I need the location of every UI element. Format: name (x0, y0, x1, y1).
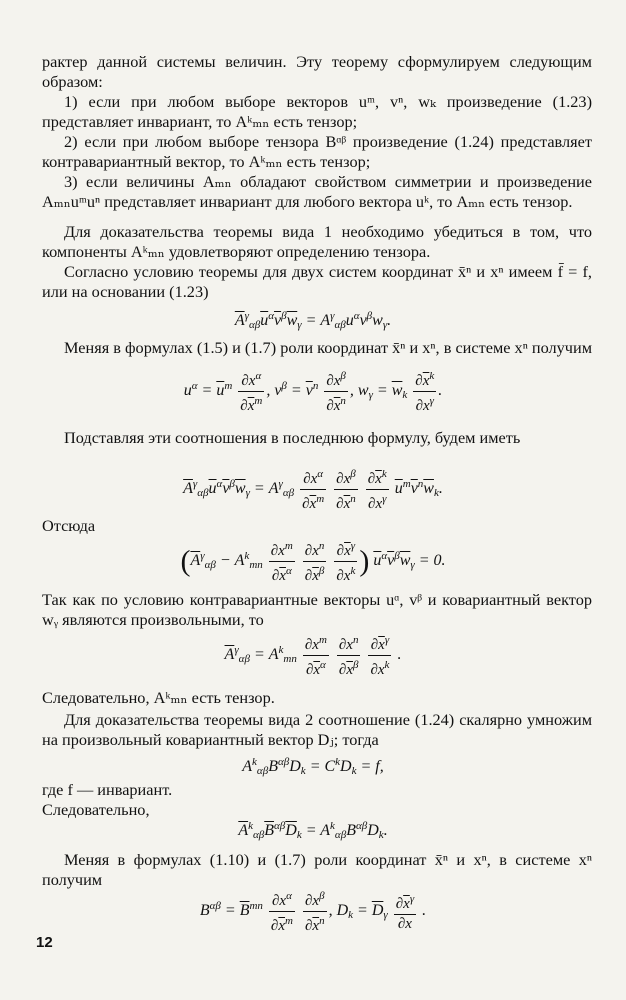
paragraph-therefore: Следовательно, (42, 800, 150, 819)
paragraph-invariant-note: где f — инвариант. (42, 780, 173, 799)
paragraph-condition-2: 2) если при любом выборе тензора Bᵅᵝ произведение (1.24) представляет контравариантный вектор, то Aᵏₘₙ есть тензор; (42, 132, 592, 171)
paragraph-arbitrary-vectors: Так как по условию контравариантные векторы uᵅ, vᵝ и ковариантный вектор wᵧ являются произвольными, то (42, 590, 592, 629)
paragraph-coordinate-swap-2: Меняя в формулах (1.10) и (1.7) роли координат x̄ⁿ и xⁿ, в системе xⁿ получим (42, 850, 592, 889)
paragraph-hence: Отсюда (42, 516, 96, 535)
formula-tensor-law: $\overline{A}^\gamma\alpha\beta = A^kmn$ $\frac{\partial x^m}{\partial\overline{x}^\alpha}$ $\frac{\partial x^n}{\partial\overline{x}^\beta}$ $\frac{\partial\overline{x}^\gamma}{\partial x^k}$ . (224, 634, 402, 678)
formula-substituted: $\overline{A}^\gamma\alpha\beta\overline{u}^\alpha\overline{v}^\beta\overline{w}\gamma = A^\gamma\alpha\beta$ $\frac{\partial x^\alpha}{\partial\overline{x}^m}$ $\frac{\partial x^\beta}{\partial\overline{x}^n}$ $\frac{\partial\overline{x}^k}{\partial x^\gamma}$ $\overline{u}^m\overline{v}^n\overline{w}k$. (183, 468, 443, 512)
formula-scalar-product: $A^k\alpha\beta B^{\alpha\beta}Dk = C^kDk = f$, (242, 756, 384, 777)
formula-transformations: $u^\alpha = \overline{u}^m$ $\frac{\partial x^\alpha}{\partial\overline{x}^m}$ , $v^\beta = \overline{v}^n$ $\frac{\partial x^\beta}{\partial\overline{x}^n}$ , $w\gamma = \overline{w}k$ $\frac{\partial\overline{x}^k}{\partial x^\gamma}$ . (183, 370, 443, 414)
page-number: 12 (36, 934, 53, 951)
paragraph-invariant: Согласно условию теоремы для двух систем координат x̄ⁿ и xⁿ имеем f̄ = f, или на основании (1.23) (42, 262, 592, 301)
paragraph-condition-1: 1) если при любом выборе векторов uᵐ, vⁿ, wₖ произведение (1.23) представляет инвариант, то Aᵏₘₙ есть тензор; (42, 92, 592, 131)
paragraph-1: рактер данной системы величин. Эту теорему сформулируем следующим образом: (42, 52, 592, 91)
formula-invariant-equality: $\overline{A}^\gamma\alpha\beta\overline{u}^\alpha\overline{v}^\beta\overline{w}\gamma = A^\gamma\alpha\beta u^\alpha v^\beta w\gamma$. (234, 310, 392, 331)
paragraph-proof-1: Для доказательства теоремы вида 1 необходимо убедиться в том, что компоненты Aᵏₘₙ удовлетворяют определению тензора. (42, 222, 592, 261)
paragraph-proof-2: Для доказательства теоремы вида 2 соотношение (1.24) скалярно умножим на произвольный ковариантный вектор Dⱼ; тогда (42, 710, 592, 749)
paragraph-coordinate-swap: Меняя в формулах (1.5) и (1.7) роли координат x̄ⁿ и xⁿ, в системе xⁿ получим (64, 338, 593, 357)
formula-tensor-transformations: $B^{\alpha\beta} = \overline{B}^{mn}$ $\frac{\partial x^\alpha}{\partial\overline{x}^m}$ $\frac{\partial x^\beta}{\partial\overline{x}^n}$ , $Dk = \overline{D}\gamma$ $\frac{\partial\overline{x}^\gamma}{\partial x}$ . (199, 890, 427, 934)
paragraph-conclusion-1: Следовательно, Aᵏₘₙ есть тензор. (42, 688, 275, 707)
paragraph-condition-3: 3) если величины Aₘₙ обладают свойством симметрии и произведение Aₘₙuᵐuⁿ представляет инвариант для любого вектора uᵏ, то Aₘₙ есть тензор. (42, 172, 592, 211)
paragraph-substitution: Подставляя эти соотношения в последнюю формулу, будем иметь (64, 428, 521, 447)
formula-difference-zero: ($\overline{A}^\gamma\alpha\beta - A^kmn$ $\frac{\partial x^m}{\partial\overline{x}^\alpha}$ $\frac{\partial x^n}{\partial\overline{x}^\beta}$ $\frac{\partial\overline{x}^\gamma}{\partial x^k}$ ) $\overline{u}^\alpha\overline{v}^\beta\overline{w}\gamma = 0$. (180, 540, 446, 584)
formula-barred-equality: $\overline{A}^k\alpha\beta\overline{B}^{\alpha\beta}\overline{D}k = A^k\alpha\beta B^{\alpha\beta}Dk$. (238, 820, 388, 841)
